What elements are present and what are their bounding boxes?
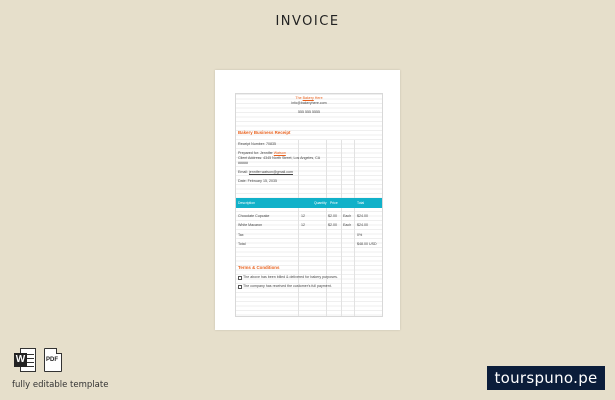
header-description: Description xyxy=(238,201,255,205)
row-quantity: 12 xyxy=(301,214,305,218)
receipt-title: Bakery Business Receipt xyxy=(238,130,291,135)
pdf-file-icon xyxy=(44,348,62,372)
company-phone: 555 555 5555 xyxy=(298,110,320,114)
grid-line xyxy=(341,140,342,316)
prepared-name: Watson xyxy=(273,151,286,155)
row-total: $48.00 USD xyxy=(357,242,377,246)
prepared-label: Prepared for: Jennifer xyxy=(238,151,273,155)
word-badge: W xyxy=(15,354,26,365)
company-prefix: The xyxy=(295,96,302,100)
header-quantity: Quantity xyxy=(314,201,327,205)
row-price: $2.00 xyxy=(328,214,337,218)
checkbox-icon xyxy=(238,276,242,280)
terms-text: The company has received the customer's full payment. xyxy=(243,284,332,288)
page-fold xyxy=(56,348,62,354)
row-unit: Each xyxy=(343,223,352,227)
row-description: Chocolate Cupcake xyxy=(238,214,270,218)
client-zip: ##### xyxy=(238,161,248,165)
prepared-for xyxy=(238,151,286,155)
invoice-preview-sheet[interactable] xyxy=(215,70,400,330)
pdf-label: PDF xyxy=(46,357,58,363)
page-title: INVOICE xyxy=(275,14,340,29)
company-name-line xyxy=(236,96,382,100)
company-name: Bakery xyxy=(302,96,314,100)
invoice-document xyxy=(235,93,383,317)
table-header xyxy=(236,198,382,208)
terms-text: The above has been billed & delivered for bakery purposes. xyxy=(243,275,338,279)
terms-title: Terms & Conditions xyxy=(238,265,280,270)
row-unit: Each xyxy=(343,214,352,218)
brand-logo[interactable]: tourspuno.pe xyxy=(487,366,605,390)
row-description: Tax xyxy=(238,233,244,237)
email-value: jennifer.watson@gmail.com xyxy=(249,170,293,174)
row-price: $2.00 xyxy=(328,223,337,227)
company-suffix: Here xyxy=(314,96,323,100)
company-email: info@bakeryhere.com xyxy=(291,101,327,105)
row-total: 0% xyxy=(357,233,363,237)
row-total: $24.00 xyxy=(357,214,368,218)
receipt-number: Receipt Number: 70835 xyxy=(238,142,276,146)
grid-line xyxy=(298,140,299,316)
client-email-line xyxy=(238,170,293,174)
row-description: Total xyxy=(238,242,246,246)
client-address: Client Address: 4345 North Street, Los Angeles, CA xyxy=(238,156,321,160)
grid-line xyxy=(326,140,327,316)
checkbox-icon xyxy=(238,285,242,289)
row-total: $24.00 xyxy=(357,223,368,227)
tagline: fully editable template xyxy=(12,380,109,390)
row-quantity: 12 xyxy=(301,223,305,227)
invoice-date: Date: February 15, 2035 xyxy=(238,179,277,183)
row-description: White Macaron xyxy=(238,223,263,227)
email-label: Email: xyxy=(238,170,248,174)
header-price: Price xyxy=(330,201,338,205)
header-total: Total xyxy=(357,201,365,205)
grid-line xyxy=(354,140,355,316)
word-file-icon xyxy=(14,348,36,372)
